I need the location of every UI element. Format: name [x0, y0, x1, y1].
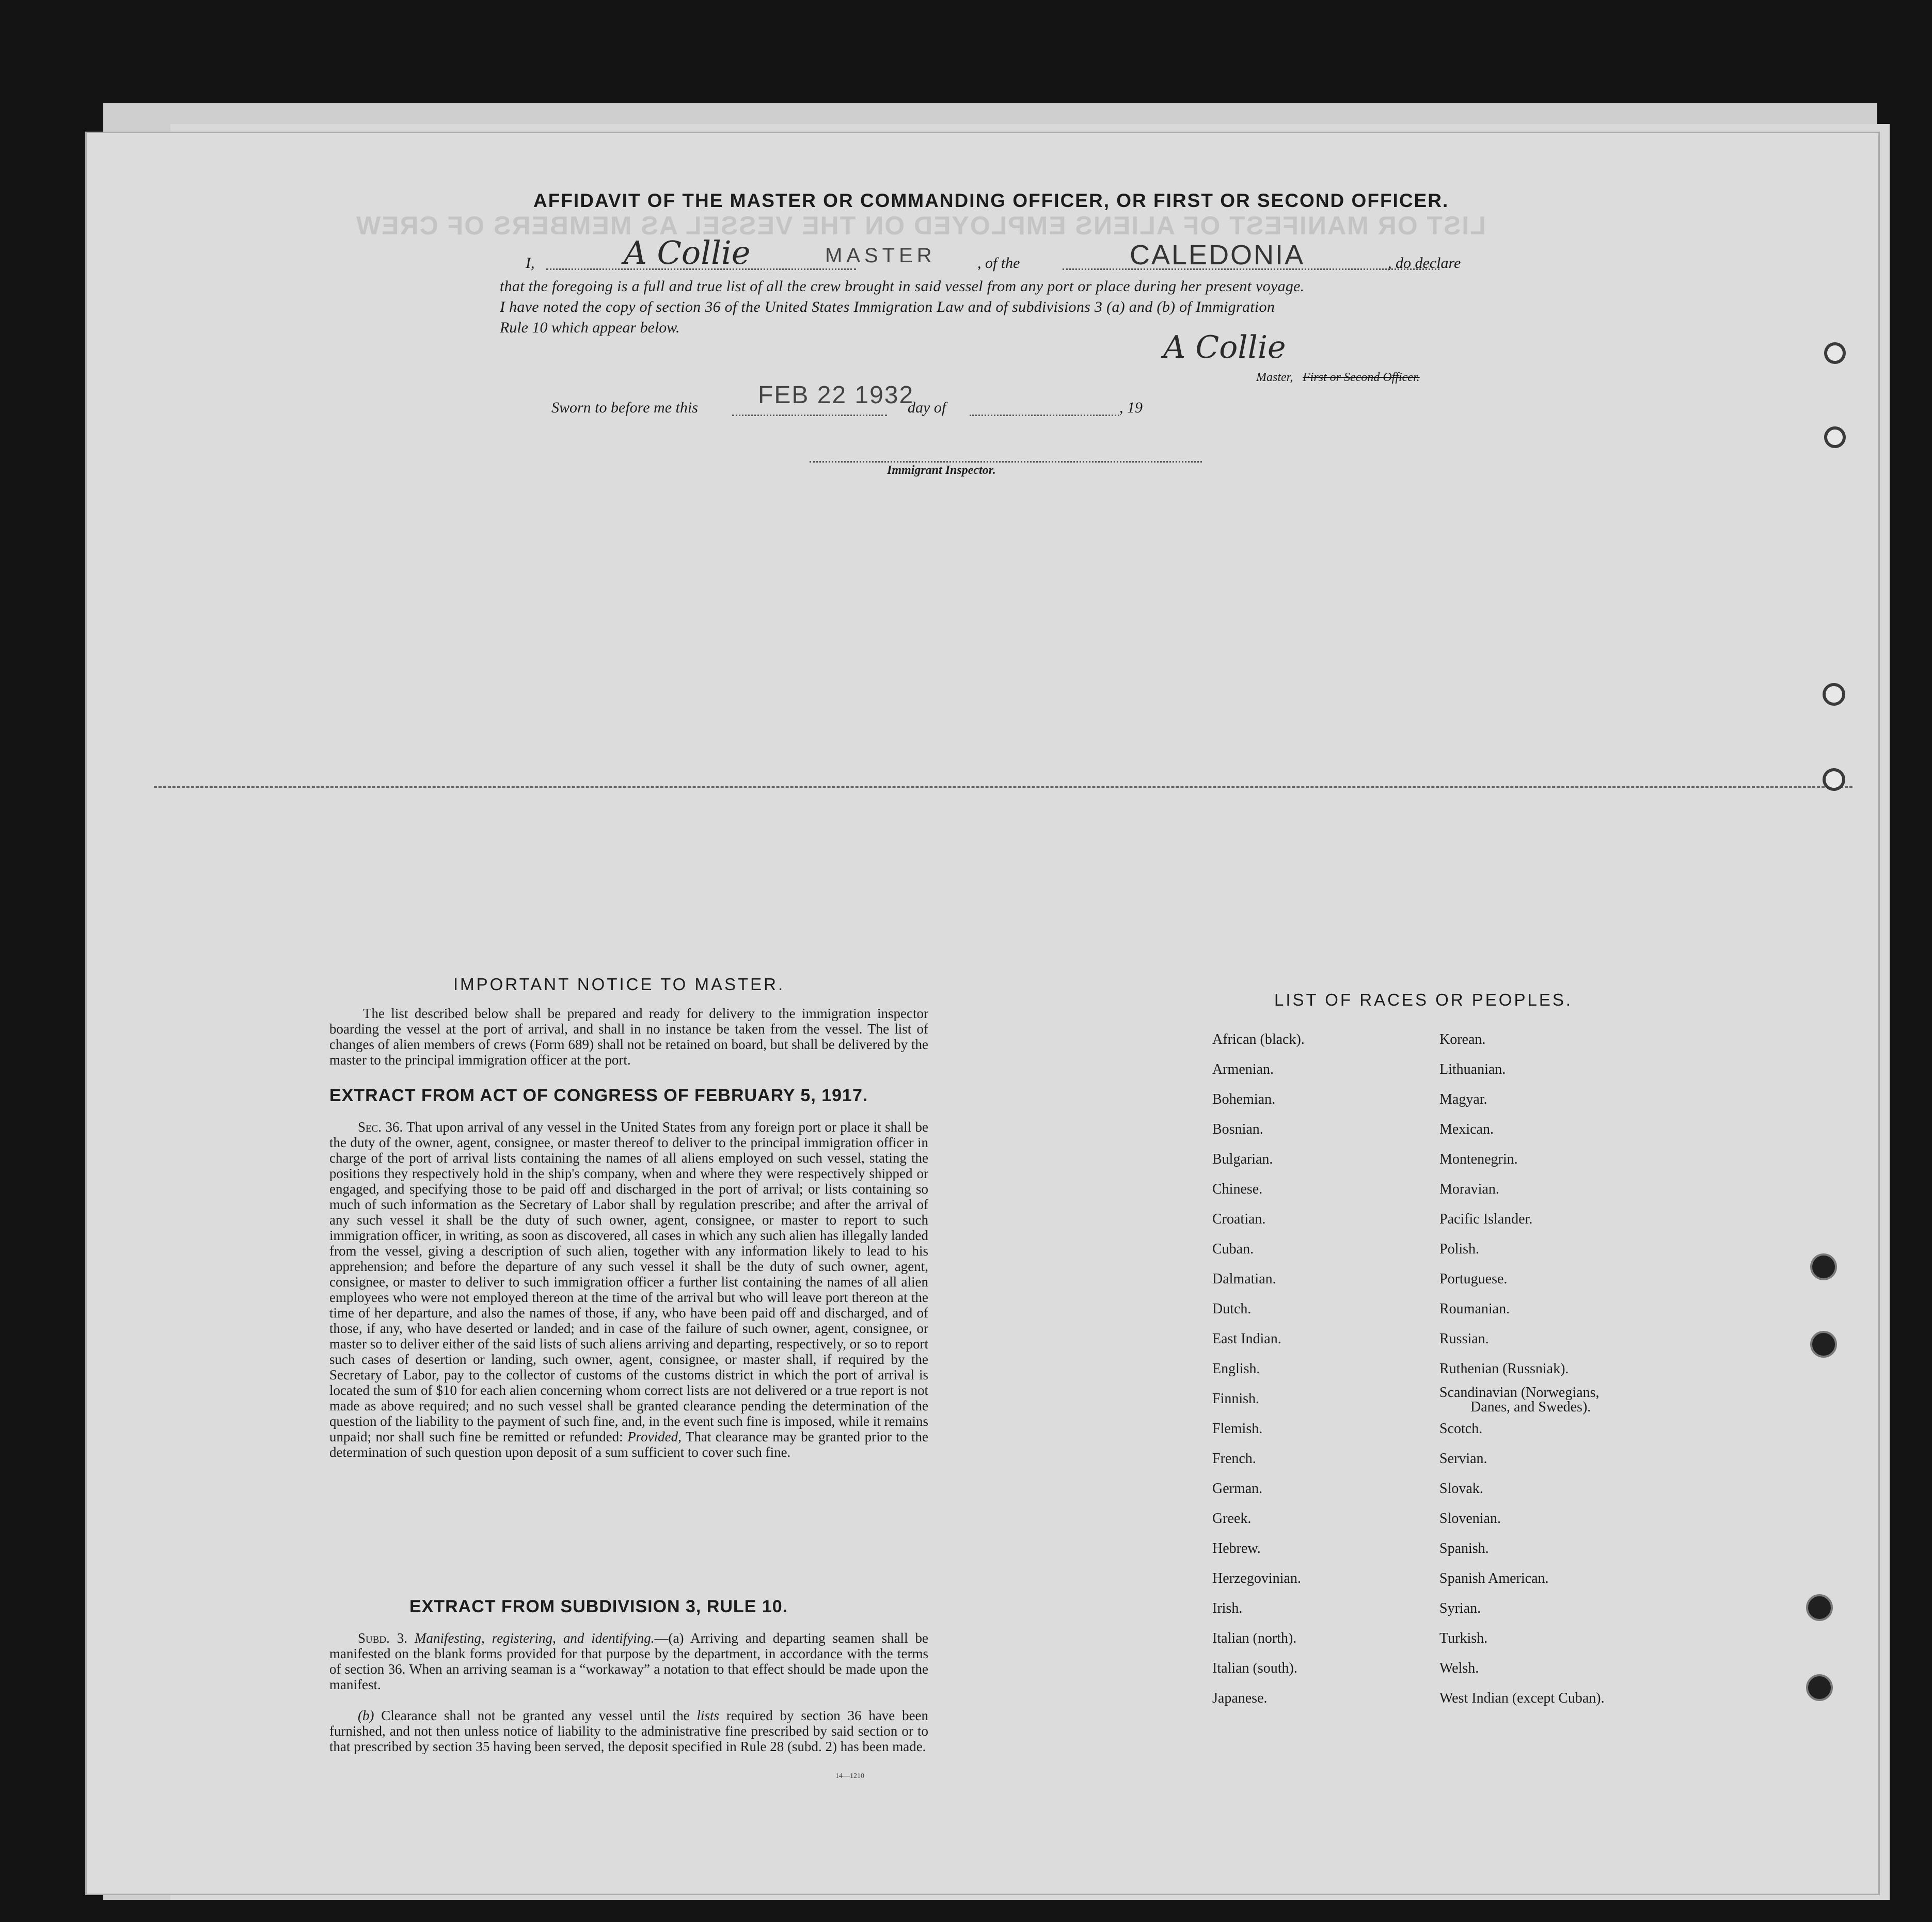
- vessel-name: CALEDONIA: [1130, 240, 1305, 271]
- race-item: Pacific Islander.: [1439, 1211, 1533, 1227]
- race-item: English.: [1212, 1361, 1260, 1377]
- para-b-lists: lists: [696, 1708, 720, 1723]
- inspector-signature-line: [810, 461, 1202, 463]
- punch-hole: [1806, 1674, 1833, 1701]
- races-heading: LIST OF RACES OR PEOPLES.: [1274, 990, 1573, 1009]
- race-item: Chinese.: [1212, 1181, 1263, 1197]
- race-item: Slovak.: [1439, 1481, 1483, 1497]
- race-item: Syrian.: [1439, 1600, 1481, 1616]
- race-item: Turkish.: [1439, 1630, 1488, 1646]
- affidavit-line-2: that the foregoing is a full and true list of all the crew brought in said vessel from any port or place during her present voyage.: [500, 278, 1305, 295]
- day-of-label: day of: [908, 399, 946, 416]
- master-signature: A Collie: [1163, 329, 1286, 366]
- officer-label-struck: First or Second Officer.: [1303, 371, 1420, 384]
- race-item: Cuban.: [1212, 1241, 1254, 1257]
- race-item: Moravian.: [1439, 1181, 1499, 1197]
- affidavit-line-4: Rule 10 which appear below.: [500, 319, 680, 336]
- para-b-text: required by section 36 have been furnished, and not then unless notice of liability to the administrative fine prescribed by said section or to that prescribed by section 35 having been served, the deposit specified in Rule 28 (subd. 2) has been made.: [329, 1708, 929, 1754]
- race-item: Italian (north).: [1212, 1630, 1297, 1646]
- race-item: German.: [1212, 1481, 1263, 1497]
- race-item: Russian.: [1439, 1331, 1489, 1347]
- subd-title: Manifesting, registering, and identifying.: [415, 1630, 655, 1646]
- race-item: Roumanian.: [1439, 1301, 1510, 1317]
- race-item: Finnish.: [1212, 1391, 1260, 1407]
- sworn-label: Sworn to before me this: [551, 399, 698, 416]
- race-item: Dutch.: [1212, 1301, 1252, 1317]
- fold-line: [154, 786, 1852, 788]
- form-number: 14—1210: [835, 1772, 864, 1780]
- race-item: Italian (south).: [1212, 1660, 1297, 1676]
- act-body-end: That clearance may be granted prior to the determination of such question upon deposit of a sum sufficient to cover such fine.: [329, 1429, 929, 1460]
- affidavit-i-label: I,: [526, 255, 535, 272]
- race-item: Herzegovinian.: [1212, 1570, 1301, 1586]
- race-item: Hebrew.: [1212, 1540, 1261, 1556]
- race-item: African (black).: [1212, 1031, 1305, 1047]
- race-item: Montenegrin.: [1439, 1151, 1518, 1167]
- race-item: Dalmatian.: [1212, 1271, 1276, 1287]
- race-item: Japanese.: [1212, 1690, 1268, 1706]
- race-item: Bosnian.: [1212, 1121, 1263, 1137]
- rule-para-b: [329, 1708, 928, 1754]
- race-item: Spanish.: [1439, 1540, 1489, 1556]
- punch-hole: [1824, 426, 1846, 448]
- act-extract-body: [329, 1119, 928, 1460]
- act-body-text: That upon arrival of any vessel in the United States from any foreign port or place it shall be the duty of the owner, agent, consignee, or master thereof to deliver to the principal immigration officer in charge of the port of arrival lists containing the names of all aliens employed on such vessel, stating the positions they respectively hold in the ship's company, when and where they were respectively shipped or engaged, and specifying those to be paid off and discharged in the port of arrival; or lists containing so much of such information as the Secretary of Labor shall by regulation prescribe; and after the arrival of any such vessel it shall be the duty of such owner, agent, consignee, or master to report to such immigration officer, in writing, as soon as discovered, all cases in which any such alien has illegally landed from the vessel, giving a description of such alien, together with any information likely to lead to his apprehension; and before the departure of any such vessel it shall be the duty of such owner, agent, consignee, or master to deliver to such immigration officer a further list containing the names of all alien employees who were not employed thereon at the time of the arrival but who will leave port thereon at the time of her departure, and also the names of those, if any, who have been paid off and discharged, and of those, if any, who have deserted or landed; and in case of the failure of such owner, agent, consignee, or master so to deliver either of the said lists of such aliens arriving and departing, respectively, or so to report such cases of desertion or landing, such owner, agent, consignee, or master shall, if required by the Secretary of Labor, pay to the collector of customs of the customs district in which the port of arrival is located the sum of $10 for each alien concerning whom correct lists are not delivered or a true report is not made as above required; and no such vessel shall be granted clearance pending the determination of the question of the liability to the payment of such fine, and, in the event such fine is imposed, while it remains unpaid; nor shall such fine be remitted or refunded:: [329, 1119, 928, 1444]
- affidavit-heading: AFFIDAVIT OF THE MASTER OR COMMANDING OFFICER, OR FIRST OR SECOND OFFICER.: [533, 190, 1449, 211]
- race-item: Welsh.: [1439, 1660, 1479, 1676]
- year-label: , 19: [1119, 399, 1143, 416]
- vessel-blank-line: [1063, 268, 1439, 270]
- race-item: French.: [1212, 1451, 1256, 1467]
- race-item: Irish.: [1212, 1600, 1243, 1616]
- race-item: Scandinavian (Norwegians,: [1439, 1385, 1600, 1401]
- race-item: Mexican.: [1439, 1121, 1494, 1137]
- punch-hole: [1824, 342, 1846, 364]
- do-declare-label: , do declare: [1388, 255, 1461, 272]
- punch-hole: [1810, 1253, 1837, 1280]
- race-item: Greek.: [1212, 1511, 1252, 1527]
- race-item: Armenian.: [1212, 1061, 1274, 1077]
- of-the-label: , of the: [977, 255, 1020, 272]
- race-item: Scotch.: [1439, 1421, 1483, 1437]
- sworn-date-stamp: FEB 22 1932: [758, 382, 914, 409]
- notice-heading: IMPORTANT NOTICE TO MASTER.: [453, 975, 785, 994]
- affidavit-line-3: I have noted the copy of section 36 of the United States Immigration Law and of subdivisions 3 (a) and (b) of Immigration: [500, 298, 1275, 315]
- act-extract-heading: EXTRACT FROM ACT OF CONGRESS OF FEBRUARY 5, 1917.: [329, 1086, 868, 1105]
- punch-hole: [1810, 1331, 1837, 1358]
- race-item: Polish.: [1439, 1241, 1480, 1257]
- race-item: Lithuanian.: [1439, 1061, 1506, 1077]
- race-item: East Indian.: [1212, 1331, 1281, 1347]
- master-signature-inline: A Collie: [624, 234, 751, 272]
- race-item-continuation: Danes, and Swedes).: [1470, 1399, 1591, 1415]
- race-item: Slovenian.: [1439, 1511, 1501, 1527]
- section-label: Sec. 36.: [358, 1119, 403, 1135]
- inspector-label: Immigrant Inspector.: [887, 464, 996, 477]
- name-blank-line: [546, 268, 856, 270]
- race-item: Spanish American.: [1439, 1570, 1549, 1586]
- race-item: Servian.: [1439, 1451, 1487, 1467]
- rank-stamp: MASTER: [825, 244, 936, 267]
- race-item: Ruthenian (Russniak).: [1439, 1361, 1569, 1377]
- para-b-pre: Clearance shall not be granted any vessel until the: [381, 1708, 690, 1723]
- race-item: Magyar.: [1439, 1091, 1487, 1107]
- month-blank-line: [970, 415, 1119, 416]
- subd-label: Subd. 3.: [358, 1630, 408, 1646]
- rule-extract-heading: EXTRACT FROM SUBDIVISION 3, RULE 10.: [409, 1597, 788, 1616]
- officer-label-master: Master,: [1256, 371, 1293, 384]
- document-page: [85, 132, 1880, 1895]
- race-item: West Indian (except Cuban).: [1439, 1690, 1605, 1706]
- race-item: Flemish.: [1212, 1421, 1263, 1437]
- race-item: Croatian.: [1212, 1211, 1266, 1227]
- rule-para-a: [329, 1630, 928, 1692]
- punch-hole: [1823, 768, 1845, 791]
- notice-body: The list described below shall be prepared and ready for delivery to the immigration inspector boarding the vessel at the port of arrival, and shall in no instance be taken from the vessel. The list of changes of alien members of crews (Form 689) shall not be retained on board, but shall be delivered by the master to the principal immigration officer at the port.: [329, 1006, 928, 1068]
- race-item: Portuguese.: [1439, 1271, 1508, 1287]
- race-item: Bohemian.: [1212, 1091, 1276, 1107]
- rule-para-a-text: —(a) Arriving and departing seamen shall be manifested on the blank forms provided for that purpose by the department, in accordance with the terms of section 36. When an arriving seaman is a “workaway” a notation to that effect should be made upon the manifest.: [329, 1630, 928, 1692]
- bleed-through-title: LIST OR MANIFEST OF ALIENS EMPLOYED ON THE VESSEL AS MEMBERS OF CREW: [355, 211, 1486, 240]
- race-item: Korean.: [1439, 1031, 1486, 1047]
- punch-hole: [1806, 1594, 1833, 1621]
- race-item: Bulgarian.: [1212, 1151, 1273, 1167]
- date-blank-line: [732, 415, 887, 416]
- para-b-label: (b): [358, 1708, 374, 1723]
- provided-word: Provided,: [627, 1429, 682, 1444]
- punch-hole: [1823, 683, 1845, 706]
